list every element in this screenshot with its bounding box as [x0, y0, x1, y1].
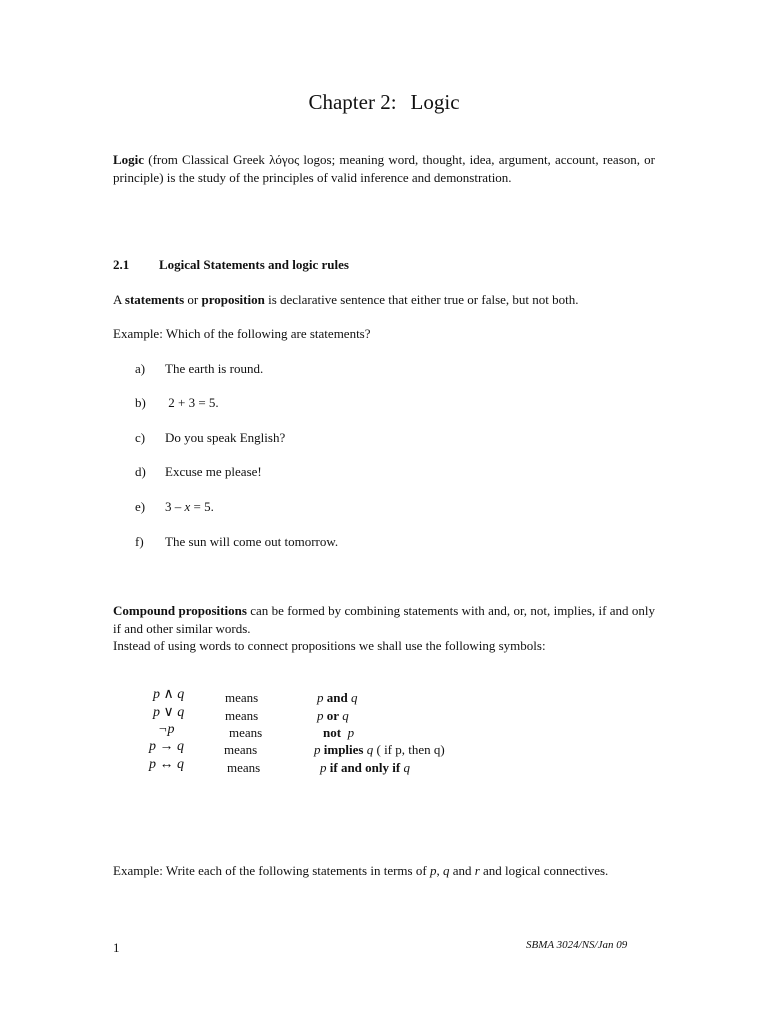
meaning-p: p: [317, 690, 324, 705]
chapter-title: [0, 90, 768, 115]
symbol-meaning: [317, 689, 357, 707]
means-word: means: [225, 690, 259, 705]
page-number: 1: [113, 940, 120, 955]
equation-variable: x: [184, 499, 191, 514]
intro-text: (from Classical Greek λόγος logos; meaning word, thought, idea, argument, account, reason, or principle) is the study of the principles of valid inference and demonstration.: [113, 152, 656, 185]
meaning-op: or: [326, 708, 340, 723]
section-title: [159, 256, 349, 274]
means-word: means: [224, 742, 258, 757]
equation-pre: 3 –: [165, 499, 185, 514]
symbol-meaning: [323, 724, 354, 742]
chapter-name: Logic: [410, 90, 460, 114]
item-text: [165, 498, 214, 516]
item-text: 2 + 3 = 5.: [165, 395, 219, 410]
meaning-op: not: [323, 725, 342, 740]
example2-comma: ,: [436, 863, 440, 878]
symbol-expression: p ∧ q: [153, 687, 185, 702]
definition-paragraph: [113, 291, 579, 309]
symbol-meaning: [314, 741, 445, 759]
section-number: 2.1: [113, 257, 130, 272]
example2-and: and: [452, 863, 472, 878]
def-text-3: is declarative sentence that either true or false, but not both.: [268, 292, 579, 307]
meaning-op: if and only if: [329, 760, 401, 775]
symbol-expression: p ↔ q: [149, 757, 184, 772]
compound-term: Compound propositions: [113, 603, 247, 618]
meaning-q: q: [403, 760, 410, 775]
means-word: means: [225, 708, 259, 723]
meaning-p: p: [314, 742, 321, 757]
equation-post: = 5.: [190, 499, 214, 514]
variable-p: p: [429, 863, 437, 878]
def-text-1: A: [113, 292, 122, 307]
variable-q: q: [442, 863, 450, 878]
meaning-q: q: [350, 690, 358, 705]
item-letter: a): [135, 361, 146, 376]
def-text-2: or: [187, 292, 199, 307]
compound-text: can be formed by combining statements with and, or, not, implies, if and only if and other similar words.: [113, 603, 656, 636]
compound-paragraph: [113, 602, 655, 638]
example1-prompt: Example: Which of the following are statements?: [113, 326, 371, 341]
item-text: Excuse me please!: [165, 464, 262, 479]
means-word: means: [227, 760, 261, 775]
item-text: The earth is round.: [165, 361, 264, 376]
meaning-op: implies: [323, 742, 364, 757]
item-letter: d): [135, 464, 146, 479]
symbol-meaning: [317, 707, 349, 725]
section-title-text: Logical Statements and logic rules: [159, 257, 349, 272]
compound-line2: Instead of using words to connect propositions we shall use the following symbols:: [113, 638, 546, 653]
item-letter: f): [135, 534, 144, 549]
means-word: means: [229, 725, 263, 740]
example2-paragraph: [113, 862, 655, 880]
example2-text-a: Example: Write each of the following statements in terms of: [113, 863, 427, 878]
section-heading: [113, 256, 129, 274]
meaning-op: and: [326, 690, 348, 705]
course-code: SBMA 3024/NS/Jan 09: [526, 939, 628, 951]
symbol-expression: p → q: [149, 739, 184, 754]
meaning-extra: ( if p, then q): [373, 742, 445, 757]
meaning-q: q: [366, 742, 374, 757]
item-text: The sun will come out tomorrow.: [165, 534, 339, 549]
proposition-term: proposition: [201, 292, 265, 307]
item-letter: c): [135, 430, 146, 445]
statements-term: statements: [124, 292, 185, 307]
meaning-p: p: [317, 708, 324, 723]
item-letter: b): [135, 395, 146, 410]
meaning-q: p: [347, 725, 355, 740]
symbol-expression: ¬p: [158, 722, 175, 737]
example2-text-d: and logical connectives.: [483, 863, 609, 878]
intro-paragraph: [113, 151, 655, 187]
symbol-expression: p ∨ q: [153, 705, 185, 720]
meaning-p: p: [320, 760, 327, 775]
chapter-number: Chapter 2:: [308, 90, 397, 114]
meaning-q: q: [342, 708, 349, 723]
symbol-meaning: [320, 759, 410, 777]
logic-term: Logic: [113, 152, 145, 167]
variable-r: r: [474, 863, 480, 878]
item-text: Do you speak English?: [165, 430, 286, 445]
item-letter: e): [135, 499, 146, 514]
